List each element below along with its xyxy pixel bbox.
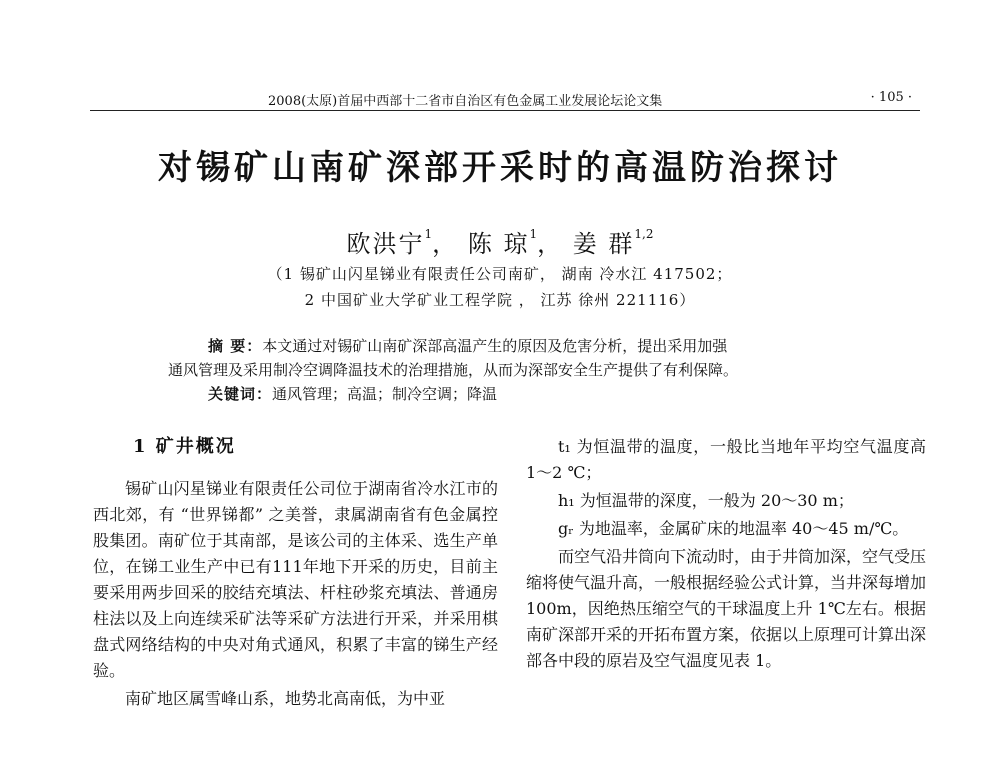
abstract-block [168,334,868,406]
keywords-text: 通风管理；高温；制冷空调；降温 [272,385,498,403]
variable-definition-h: h₁ 为恒温带的深度，一般为 20～30 m； [558,491,854,510]
paper-title: 对锡矿山南矿深部开采时的高温防治探讨 [158,148,842,188]
author-name: 陈 琼 [467,230,530,258]
running-header [90,88,920,111]
body-paragraph: 南矿地区属雪峰山系，地势北高南低，为中亚 [125,689,446,708]
author-affil-mark: 1 [424,227,433,241]
left-column [93,434,498,712]
body-paragraph: 锡矿山闪星锑业有限责任公司位于湖南省冷水江市的西北郊，有 “世界锑都” 之美誉，隶属湖南省有色金属控股集团。南矿位于其南部，是该公司的主体采、选生产单位，在锑工业生产中已有111年地下开采的历史，目前主要采用两步回采的胶结充填法、杆柱砂浆充填法、普通房柱法以及上向连续采矿法等采矿方法进行开采，并采用棋盘式网络结构的中央对角式通风，积累了丰富的锑生产经验。 [93,479,498,680]
author-affil-mark: 1 [529,227,538,241]
right-column [526,434,926,674]
abstract-text-2: 通风管理及采用制冷空调降温技术的治理措施，从而为深部安全生产提供了有利保障。 [168,361,739,379]
abstract-text-1: 本文通过对锡矿山南矿深部高温产生的原因及危害分析，提出采用加强 [262,337,728,355]
running-title: 2008(太原)首届中西部十二省市自治区有色金属工业发展论坛论文集 [268,94,663,109]
abstract-label: 摘 要： [208,337,263,355]
author-name: 姜 群 [572,230,635,258]
page-number: · 105 · [870,90,912,105]
author-list: 欧洪宁$^1$， 陈 琼$^1$， 姜 群$^{1,2}$ [346,227,654,258]
affiliation-line-2: 2 中国矿业大学矿业工程学院 ， 江苏 徐州 221116） [304,291,696,309]
keywords-label: 关键词： [208,385,273,403]
section-heading: 1 矿井概况 [133,436,236,457]
affiliation-line-1: （1 锡矿山闪星锑业有限责任公司南矿， 湖南 冷水江 417502； [267,265,733,283]
body-paragraph: 而空气沿井筒向下流动时，由于井筒加深，空气受压缩将使气温升高，一般根据经验公式计算，当井深每增加 100m，因绝热压缩空气的干球温度上升 1℃左右。根据南矿深部开采的开拓布置方案，依据以上原理可计算出深部各中段的原岩及空气温度见表 1。 [526,547,927,670]
author-name: 欧洪宁 [346,230,425,258]
author-affil-mark: 1,2 [634,227,654,241]
variable-definition-t: t₁ 为恒温带的温度，一般比当地年平均空气温度高 1～2 ℃； [526,437,926,482]
abstract-line-1 [168,334,868,358]
variable-definition-g: gᵣ 为地温率，金属矿床的地温率 40～45 m/℃。 [558,519,909,538]
keywords-line [168,382,868,406]
